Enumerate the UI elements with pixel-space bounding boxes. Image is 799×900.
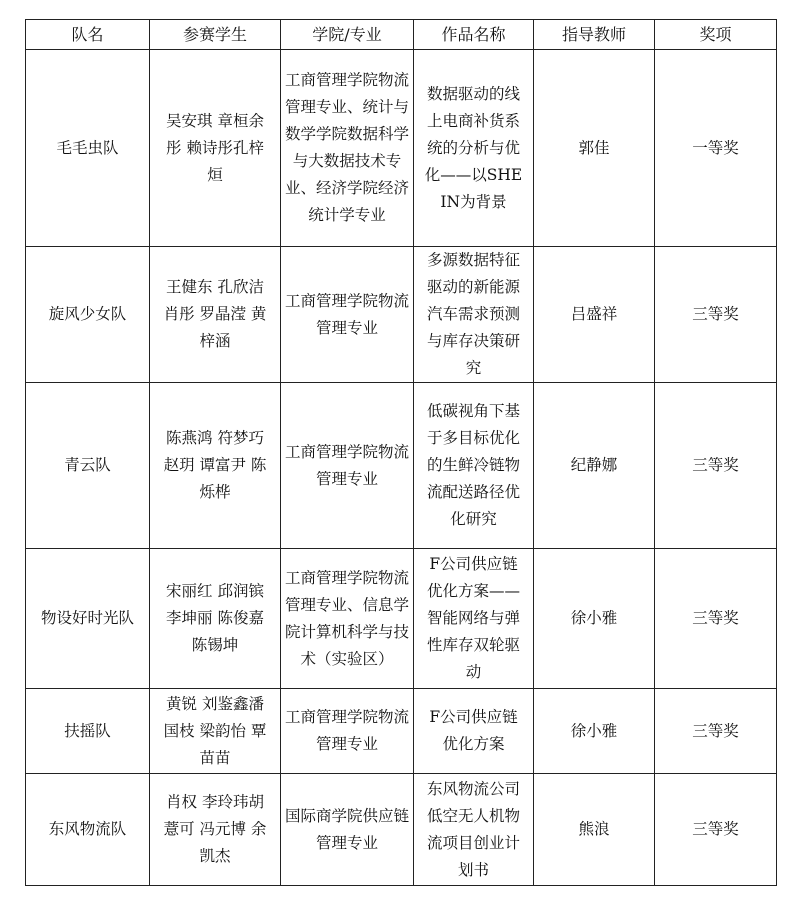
work-cell <box>414 774 534 886</box>
work-title: 数据驱动的线上电商补货系统的分析与优化——以SHEIN为背景 <box>424 84 523 211</box>
teacher-name: 熊浪 <box>534 774 655 886</box>
college-cell <box>281 549 414 689</box>
team-name: 扶摇队 <box>26 689 150 774</box>
teacher-name: 郭佳 <box>534 50 655 247</box>
college-text: 工商管理学院物流管理专业 <box>285 291 410 337</box>
work-title: F公司供应链优化方案 <box>429 708 518 753</box>
work-cell <box>414 50 534 247</box>
award-level: 三等奖 <box>655 247 777 383</box>
header-college: 学院/专业 <box>281 20 414 50</box>
students-text: 吴安琪 章桓余彤 赖诗彤孔梓烜 <box>166 111 264 184</box>
college-cell <box>281 774 414 886</box>
table-row <box>26 383 777 549</box>
table-row <box>26 50 777 247</box>
students-text: 陈燕鸿 符梦巧 赵玥 谭富尹 陈烁桦 <box>163 429 267 501</box>
header-work: 作品名称 <box>414 20 534 50</box>
header-team: 队名 <box>26 20 150 50</box>
table-row <box>26 247 777 383</box>
table-row <box>26 689 777 774</box>
college-text: 工商管理学院物流管理专业 <box>285 708 410 753</box>
students-cell <box>150 689 281 774</box>
teacher-name: 纪静娜 <box>534 383 655 549</box>
award-level: 三等奖 <box>655 774 777 886</box>
students-text: 肖权 李玲玮胡薏可 冯元博 余凯杰 <box>163 793 267 865</box>
award-table <box>25 19 777 886</box>
students-cell <box>150 549 281 689</box>
award-level: 一等奖 <box>655 50 777 247</box>
team-name: 物设好时光队 <box>26 549 150 689</box>
college-cell <box>281 383 414 549</box>
college-text: 国际商学院供应链管理专业 <box>285 806 410 852</box>
students-cell <box>150 774 281 886</box>
teacher-name: 吕盛祥 <box>534 247 655 383</box>
award-level: 三等奖 <box>655 549 777 689</box>
students-text: 王健东 孔欣洁 肖彤 罗晶滢 黄梓涵 <box>163 278 267 350</box>
students-cell <box>150 383 281 549</box>
work-cell <box>414 383 534 549</box>
award-level: 三等奖 <box>655 689 777 774</box>
header-students: 参赛学生 <box>150 20 281 50</box>
header-award: 奖项 <box>655 20 777 50</box>
college-cell <box>281 689 414 774</box>
work-cell <box>414 247 534 383</box>
college-cell <box>281 50 414 247</box>
table-row <box>26 549 777 689</box>
students-text: 宋丽红 邱润镔 李坤丽 陈俊嘉 陈锡坤 <box>166 582 264 654</box>
teacher-name: 徐小雅 <box>534 689 655 774</box>
team-name: 旋风少女队 <box>26 247 150 383</box>
students-cell <box>150 247 281 383</box>
table-row <box>26 774 777 886</box>
work-title: 低碳视角下基于多目标优化的生鲜冷链物流配送路径优化研究 <box>426 402 520 528</box>
work-title: 多源数据特征驱动的新能源汽车需求预测与库存决策研究 <box>426 251 520 377</box>
team-name: 东风物流队 <box>26 774 150 886</box>
work-title: F公司供应链优化方案——智能网络与弹性库存双轮驱动 <box>426 555 520 681</box>
college-text: 工商管理学院物流管理专业、统计与数学学院数据科学与大数据技术专业、经济学院经济统计学专业 <box>285 71 410 224</box>
teacher-name: 徐小雅 <box>534 549 655 689</box>
students-cell <box>150 50 281 247</box>
work-cell <box>414 689 534 774</box>
work-cell <box>414 549 534 689</box>
college-cell <box>281 247 414 383</box>
work-title: 东风物流公司低空无人机物流项目创业计划书 <box>426 779 520 879</box>
header-row <box>26 20 777 50</box>
team-name: 青云队 <box>26 383 150 549</box>
team-name: 毛毛虫队 <box>26 50 150 247</box>
award-level: 三等奖 <box>655 383 777 549</box>
college-text: 工商管理学院物流管理专业 <box>285 442 410 488</box>
college-text: 工商管理学院物流管理专业、信息学院计算机科学与技术（实验区） <box>285 568 410 668</box>
students-text: 黄锐 刘鉴鑫潘国枝 梁韵怡 覃苗苗 <box>163 694 267 767</box>
header-teacher: 指导教师 <box>534 20 655 50</box>
